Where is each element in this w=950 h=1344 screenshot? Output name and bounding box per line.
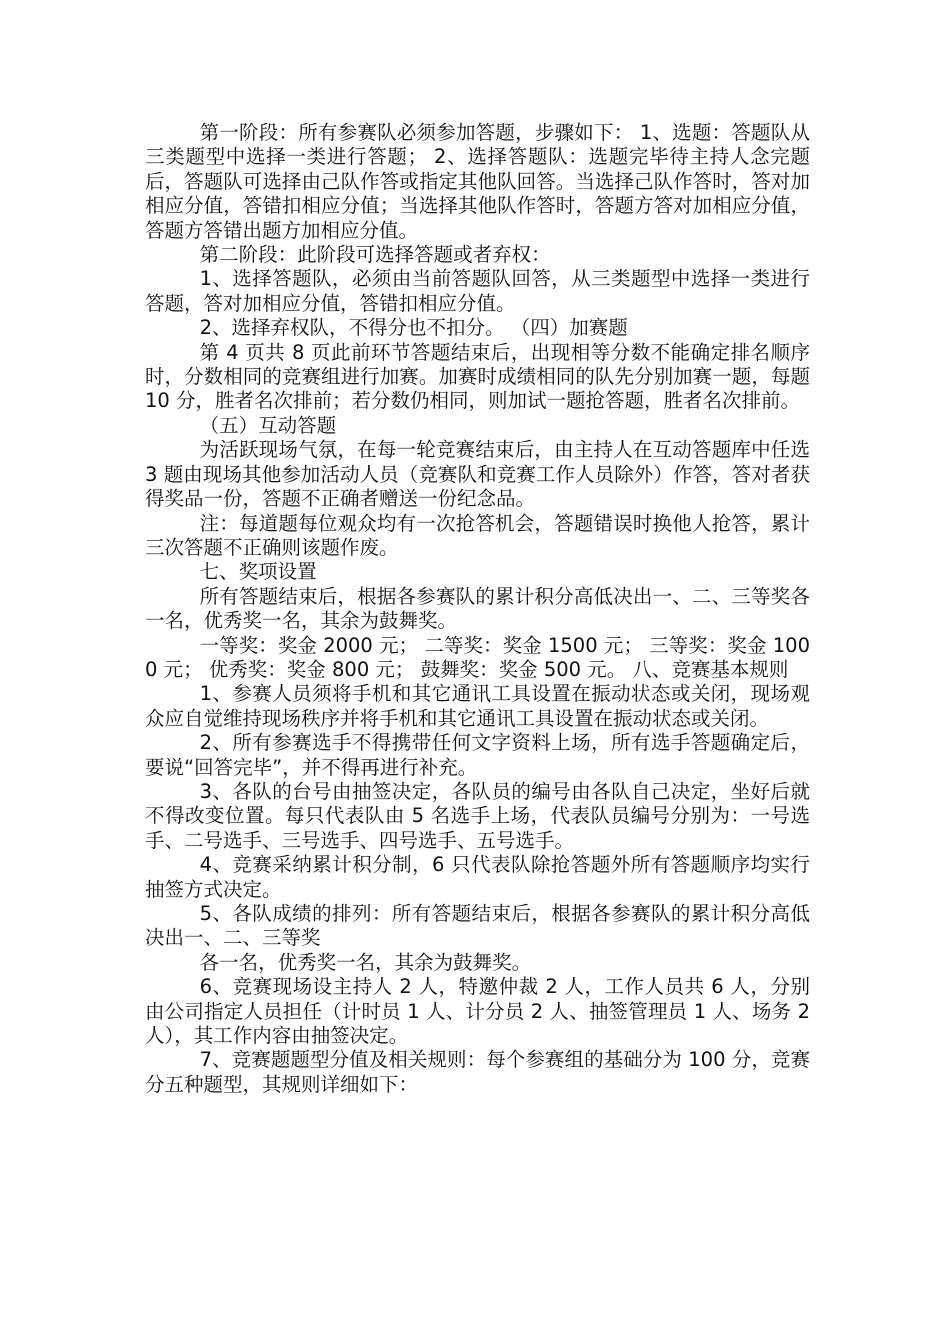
- heading-awards: 七、奖项设置: [199, 560, 317, 584]
- paragraph-prize-amounts: 一等奖：奖金 2000 元； 二等奖：奖金 1500 元； 三等奖：奖金 1000 元； 优秀奖：奖金 800 元； 鼓舞奖：奖金 500 元。 八、竞赛基本规则: [145, 633, 810, 681]
- document-body: [145, 121, 810, 1097]
- heading-interactive-quiz: （五）互动答题: [199, 413, 337, 437]
- rule-3: 3、各队的台号由抽签决定，各队员的编号由各队自己决定，坐好后就不得改变位置。每只代表队由 5 名选手上场，代表队员编号分别为：一号选手、二号选手、三号选手、四号选手、五号选手。: [145, 779, 810, 852]
- rule-5-continued: 各一名，优秀奖一名，其余为鼓舞奖。: [199, 950, 532, 974]
- rule-1: 1、参赛人员须将手机和其它通讯工具设置在振动状态或关闭，现场观众应自觉维持现场秩序并将手机和其它通讯工具设置在振动状态或关闭。: [145, 682, 810, 730]
- rule-4: 4、竞赛采纳累计积分制，6 只代表队除抢答题外所有答题顺序均实行抽签方式决定。: [145, 853, 810, 901]
- paragraph-stage-two-answer: 1、选择答题队，必须由当前答题队回答，从三类题型中选择一类进行答题，答对加相应分值，答错扣相应分值。: [145, 267, 810, 315]
- paragraph-stage-two: 第二阶段：此阶段可选择答题或者弃权：: [199, 243, 551, 267]
- rule-7: 7、竞赛题题型分值及相关规则：每个参赛组的基础分为 100 分，竞赛分五种题型，其规则详细如下：: [145, 1048, 810, 1096]
- paragraph-awards: 所有答题结束后，根据各参赛队的累计积分高低决出一、二、三等奖各一名，优秀奖一名，其余为鼓舞奖。: [145, 584, 810, 633]
- paragraph-stage-two-abstain: 2、选择弃权队，不得分也不扣分。 （四）加赛题: [199, 316, 628, 340]
- rule-6: 6、竞赛现场设主持人 2 人，特邀仲裁 2 人，工作人员共 6 人，分别由公司指定人员担任（计时员 1 人、计分员 2 人、抽签管理员 1 人、场务 2 人），其工作内容由抽签决定。: [145, 975, 810, 1048]
- rule-2: 2、所有参赛选手不得携带任何文字资料上场，所有选手答题确定后，要说“回答完毕”，并不得再进行补充。: [145, 731, 810, 779]
- paragraph-tiebreak: 第 4 页共 8 页此前环节答题结束后，出现相等分数不能确定排名顺序时，分数相同的竞赛组进行加赛。加赛时成绩相同的队先分别加赛一题，每题 10 分，胜者名次排前；若分数仍相同，则加试一题抢答题，胜者名次排前。: [145, 340, 810, 413]
- rule-5: 5、各队成绩的排列：所有答题结束后，根据各参赛队的累计积分高低决出一、二、三等奖: [145, 902, 810, 950]
- paragraph-interactive-quiz: 为活跃现场气氛，在每一轮竞赛结束后，由主持人在互动答题库中任选 3 题由现场其他参加活动人员（竞赛队和竞赛工作人员除外）作答，答对者获得奖品一份，答题不正确者赠送一份纪念品。: [145, 438, 810, 511]
- paragraph-stage-one: 第一阶段：所有参赛队必须参加答题，步骤如下： 1、选题：答题队从三类题型中选择一类进行答题； 2、选择答题队：选题完毕待主持人念完题后，答题队可选择由己队作答或指定其他队回答。当选择己队作答时，答对加相应分值，答错扣相应分值；当选择其他队作答时，答题方答对加相应分值，答题方答错出题方加相应分值。: [145, 121, 810, 242]
- paragraph-note: 注：每道题每位观众均有一次抢答机会，答题错误时换他人抢答，累计三次答题不正确则该题作废。: [145, 511, 810, 559]
